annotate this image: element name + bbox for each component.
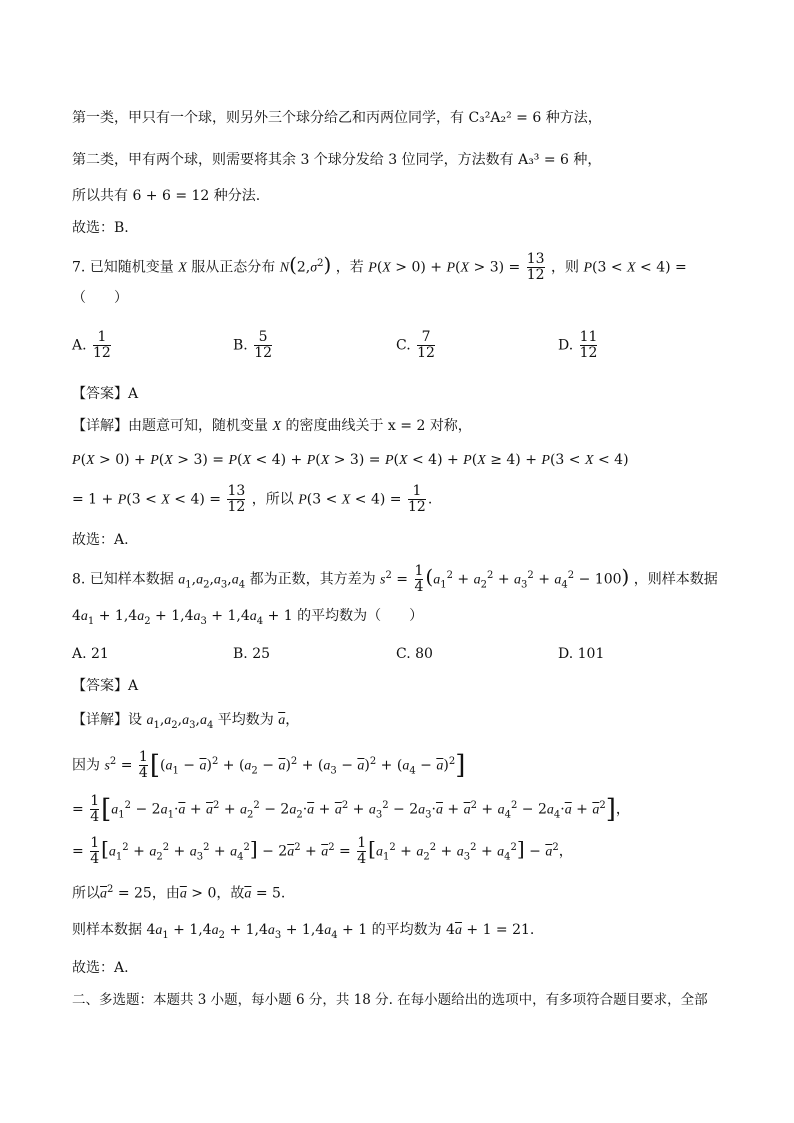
q8-final: 故选：A. [72,960,129,976]
q7-stem: 7. 已知随机变量 X 服从正态分布 $N(2,\sigma^2)$ ，若 P(X > 0) + P(X > 3) = $\frac{13}{12}$ ，则 P(3 < X < 4) = [72,251,687,283]
q8-so-line: 所以$\overline{a}^2 = 25$，由$\overline{a} > 0$，故$\overline{a} = 5$. [72,884,286,902]
q7-equation-2: = 1 + P(3 < X < 4) = $\frac{13}{12}$ ，所以 P(3 < X < 4) = $\frac{1}{12}$ . [72,483,433,515]
case-one-line: 第一类，甲只有一个球，则另外三个球分给乙和丙两位同学，有 C₃²A₂² = 6 种方法， [72,110,602,126]
combination-formula: C₃²A₂² = 6 [468,110,542,126]
q7-option-b: B. $\frac{5}{12}$ [233,329,273,361]
q7-equation-1: P(X > 0) + P(X > 3) = P(X < 4) + P(X > 3) = P(X < 4) + P(X ≥ 4) + P(3 < X < 4) [72,452,629,468]
q7-option-d: D. $\frac{11}{12}$ [558,329,598,361]
q7-option-c: C. $\frac{7}{12}$ [396,329,435,361]
q8-option-d: D. 101 [558,646,605,662]
q8-option-b: B. 25 [233,646,271,662]
q8-stem: 8. 已知样本数据 $a_1,a_2,a_3,a_4$ 都为正数，其方差为 $s^2$ = $\frac{1}{4}$ $(a_1^2 + a_2^2 + a_3^2 + a_4^2 - 100)$ ，则样本数据 [72,563,718,595]
q8-variance-1: 因为 $s^2$ = $\frac{1}{4}$ $[(a_1 - \overline{a})^2 + (a_2 - \overline{a})^2 + (a_3 - \overline{a})^2 + (a_4 - \overline{a})^2]$ [72,749,466,781]
q8-variance-2: = $\frac{1}{4}$ $[a_1^2 - 2a_1\cdot\overline{a} + \overline{a}^2 + a_2^2 - 2a_2\cdot\overline{a} + \overline{a}^2 + a_3^2 - 2a_3\cdot\overline{a} + \overline{a}^2 + a_4^2 - 2a_4\cdot\overline{a} + \overline{a}^2]$， [72,793,630,825]
q8-then-line: 则样本数据 $4a_1 + 1,4a_2 + 1,4a_3 + 1,4a_4 + 1$ 的平均数为 $4\overline{a} + 1 = 21$. [72,922,535,941]
case-two-line: 第二类，甲有两个球，则需要将其余 3 个球分发给 3 位同学，方法数有 A₃³ = 6 种， [72,152,602,168]
q8-stem-2: $4a_1 + 1,4a_2 + 1,4a_3 + 1,4a_4 + 1$ 的平均数为（ ） [72,608,424,627]
q7-option-a: A. $\frac{1}{12}$ [72,329,111,361]
total-line: 所以共有 6 + 6 = 12 种分法. [72,188,261,204]
q8-answer: 【答案】A [72,678,139,694]
q7-answer: 【答案】A [72,386,139,402]
q8-detail: 【详解】设 $a_1,a_2,a_3,a_4$ 平均数为 $\overline{a}$， [72,712,300,731]
q7-final: 故选：A. [72,532,129,548]
permutation-formula: A₃³ = 6 [518,152,569,168]
q8-option-c: C. 80 [396,646,433,662]
q8-variance-3: = $\frac{1}{4}$ $[a_1^2 + a_2^2 + a_3^2 + a_4^2] - 2\overline{a}^2 + \overline{a}^2$ = $\frac{1}{4}$ $[a_1^2 + a_2^2 + a_3^2 + a_4^2] - \overline{a}^2$， [72,835,573,867]
section-heading: 二、多选题：本题共 3 小题，每小题 6 分，共 18 分. 在每小题给出的选项中，有多项符合题目要求，全部 [72,992,708,1008]
choice-line-b: 故选：B. [72,220,129,236]
q7-paren: （ ） [72,290,128,306]
q8-option-a: A. 21 [72,646,109,662]
q7-detail: 【详解】由题意可知，随机变量 X 的密度曲线关于 x = 2 对称， [72,418,472,434]
